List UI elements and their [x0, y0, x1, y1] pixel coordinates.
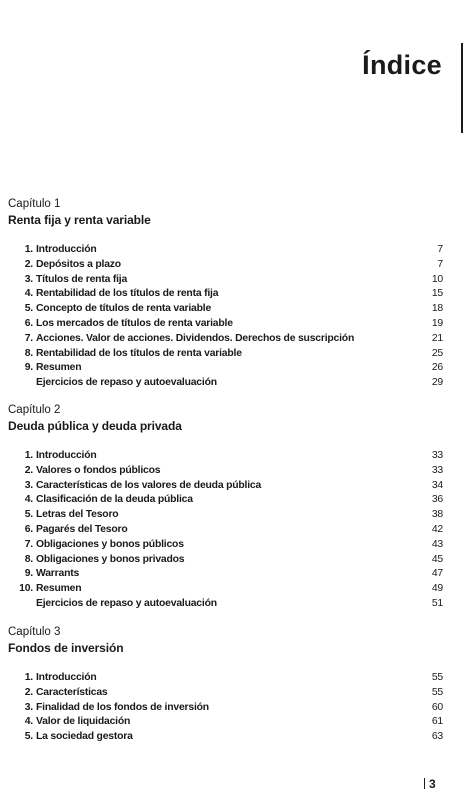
chapter-2	[8, 403, 443, 612]
entry-number: 2.	[24, 464, 33, 476]
entry-number: 3.	[24, 273, 33, 285]
chapter-3	[8, 625, 443, 745]
page-title: Índice	[362, 50, 442, 80]
toc-entry[interactable]	[8, 493, 443, 508]
entry-title: Clasificación de la deuda pública	[36, 494, 193, 506]
entry-page: 25	[431, 347, 443, 359]
entry-title: Títulos de renta fija	[36, 273, 128, 285]
entry-number: 5.	[24, 509, 33, 521]
entry-title: Rentabilidad de los títulos de renta fija	[36, 288, 219, 300]
entry-title: Ejercicios de repaso y autoevaluación	[36, 377, 217, 389]
entry-number: 1.	[24, 672, 33, 683]
entry-title: Letras del Tesoro	[36, 509, 119, 521]
chapter-label: Capítulo 3	[8, 626, 61, 638]
toc-entry[interactable]	[8, 582, 443, 597]
entry-page: 55	[431, 672, 443, 683]
entry-page: 10	[431, 273, 443, 285]
entry-title: Valor de liquidación	[36, 716, 131, 728]
entry-page: 26	[431, 362, 443, 374]
toc-entry[interactable]	[8, 715, 443, 730]
entry-page: 29	[431, 377, 443, 389]
toc-entry[interactable]	[8, 273, 443, 288]
entry-page: 49	[431, 583, 443, 595]
toc-entry[interactable]	[8, 508, 443, 523]
chapter-entries	[8, 671, 443, 745]
chapter-label: Capítulo 1	[8, 198, 61, 210]
entry-number: 4.	[24, 716, 33, 728]
entry-page: 7	[437, 244, 443, 255]
entry-number: 9.	[24, 362, 33, 374]
entry-title: Warrants	[36, 568, 80, 580]
toc-entry[interactable]	[8, 376, 443, 391]
chapter-label: Capítulo 2	[8, 404, 61, 416]
entry-title: Pagarés del Tesoro	[36, 523, 128, 535]
entry-number: 8.	[24, 347, 33, 359]
entry-number: 7.	[24, 538, 33, 550]
entry-number: 6.	[24, 523, 33, 535]
page-number	[424, 777, 436, 791]
toc-entry[interactable]	[8, 361, 443, 376]
toc-entry[interactable]	[8, 317, 443, 332]
entry-page: 61	[431, 716, 443, 728]
entry-title: Obligaciones y bonos privados	[36, 553, 185, 565]
entry-page: 43	[431, 538, 443, 550]
toc-entry[interactable]	[8, 730, 443, 745]
entry-title: Finalidad de los fondos de inversión	[36, 701, 209, 713]
entry-title: Acciones. Valor de acciones. Dividendos. Derechos de suscripción	[36, 332, 355, 344]
entry-page: 60	[431, 701, 443, 713]
entry-page: 63	[431, 731, 443, 743]
entry-page: 47	[431, 568, 443, 580]
entry-page: 34	[431, 479, 443, 491]
entry-title: Valores o fondos públicos	[36, 464, 161, 476]
toc-entry[interactable]	[8, 302, 443, 317]
chapter-title: Deuda pública y deuda privada	[8, 419, 182, 433]
entry-number: 8.	[24, 553, 33, 565]
entry-number: 10.	[19, 583, 33, 595]
toc-entry[interactable]	[8, 567, 443, 582]
toc-entry[interactable]	[8, 332, 443, 347]
entry-page: 33	[431, 464, 443, 476]
page-number-text: 3	[429, 777, 436, 791]
toc-entry[interactable]	[8, 479, 443, 494]
toc-entry[interactable]	[8, 287, 443, 302]
entry-title: Características	[36, 686, 108, 698]
toc-entry[interactable]	[8, 538, 443, 553]
entry-page: 36	[431, 494, 443, 506]
entry-title: La sociedad gestora	[36, 731, 133, 743]
entry-number: 4.	[24, 288, 33, 300]
entry-number: 1.	[24, 244, 33, 255]
entry-number: 1.	[24, 450, 33, 461]
entry-page: 42	[431, 523, 443, 535]
toc-entry[interactable]	[8, 701, 443, 716]
entry-title: Introducción	[36, 244, 97, 255]
toc-entry[interactable]	[8, 347, 443, 362]
chapter-entries	[8, 449, 443, 612]
entry-title: Ejercicios de repaso y autoevaluación	[36, 597, 217, 609]
entry-page: 15	[431, 288, 443, 300]
entry-page: 7	[437, 258, 443, 270]
entry-number: 2.	[24, 258, 33, 270]
entry-page: 38	[431, 509, 443, 521]
toc-entry[interactable]	[8, 464, 443, 479]
entry-number: 2.	[24, 686, 33, 698]
entry-page: 45	[431, 553, 443, 565]
toc-entry[interactable]	[8, 523, 443, 538]
entry-title: Rentabilidad de los títulos de renta variable	[36, 347, 242, 359]
entry-number: 6.	[24, 317, 33, 329]
entry-title: Obligaciones y bonos públicos	[36, 538, 184, 550]
entry-page: 21	[431, 332, 443, 344]
entry-page: 55	[431, 686, 443, 698]
entry-title: Los mercados de títulos de renta variable	[36, 317, 233, 329]
toc-entry[interactable]	[8, 243, 443, 258]
entry-title: Introducción	[36, 672, 97, 683]
toc-entry[interactable]	[8, 686, 443, 701]
toc-entry[interactable]	[8, 597, 443, 612]
entry-title: Resumen	[36, 583, 82, 595]
toc-entry[interactable]	[8, 553, 443, 568]
toc-entry[interactable]	[8, 449, 443, 464]
entry-title: Concepto de títulos de renta variable	[36, 303, 212, 315]
entry-title: Resumen	[36, 362, 82, 374]
toc-entry[interactable]	[8, 258, 443, 273]
entry-title: Depósitos a plazo	[36, 258, 121, 270]
entry-number: 5.	[24, 731, 33, 743]
folio-divider	[424, 778, 425, 789]
entry-number: 4.	[24, 494, 33, 506]
entry-number: 3.	[24, 701, 33, 713]
entry-page: 33	[431, 450, 443, 461]
entry-page: 18	[431, 303, 443, 315]
entry-page: 51	[431, 597, 443, 609]
chapter-entries	[8, 243, 443, 391]
entry-page: 19	[431, 317, 443, 329]
title-rule	[461, 43, 463, 133]
entry-title: Características de los valores de deuda pública	[36, 479, 262, 491]
entry-number: 9.	[24, 568, 33, 580]
chapter-title: Renta fija y renta variable	[8, 213, 151, 227]
chapter-1	[8, 197, 443, 391]
toc-entry[interactable]	[8, 671, 443, 686]
chapter-title: Fondos de inversión	[8, 641, 124, 655]
entry-title: Introducción	[36, 450, 97, 461]
entry-number: 3.	[24, 479, 33, 491]
entry-number: 5.	[24, 303, 33, 315]
entry-number: 7.	[24, 332, 33, 344]
